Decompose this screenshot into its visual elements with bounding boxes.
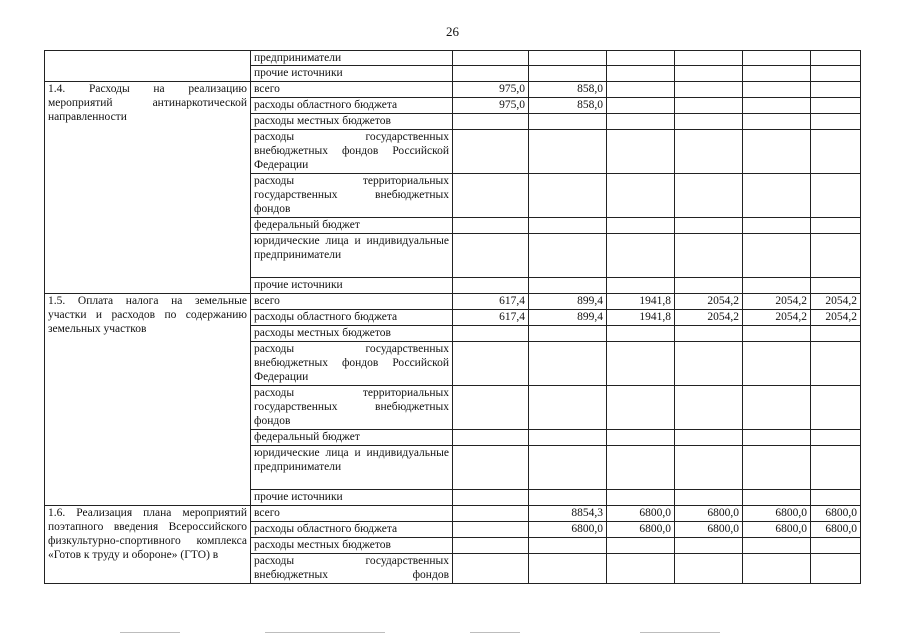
value-cell (811, 430, 861, 446)
funding-source-cell: федеральный бюджет (251, 430, 453, 446)
value-cell (607, 174, 675, 218)
value-cell (453, 342, 529, 386)
value-cell (743, 82, 811, 98)
value-cell (529, 430, 607, 446)
value-cell (453, 326, 529, 342)
value-cell: 6800,0 (811, 522, 861, 538)
value-cell (675, 278, 743, 294)
value-cell: 6800,0 (743, 506, 811, 522)
value-cell (811, 130, 861, 174)
funding-source-cell: расходы государственных внебюджетных фондов (251, 554, 453, 584)
measure-name-cell: 1.4. Расходы на реализацию мероприятий антинаркотической направленности (45, 82, 251, 294)
value-cell (811, 218, 861, 234)
funding-source-cell: всего (251, 506, 453, 522)
value-cell (743, 114, 811, 130)
value-cell (743, 234, 811, 278)
value-cell (607, 98, 675, 114)
value-cell (811, 538, 861, 554)
value-cell (743, 446, 811, 490)
value-cell (743, 430, 811, 446)
value-cell (529, 386, 607, 430)
funding-source-cell: расходы государственных внебюджетных фондов Российской Федерации (251, 130, 453, 174)
value-cell (675, 386, 743, 430)
value-cell: 899,4 (529, 310, 607, 326)
value-cell (743, 326, 811, 342)
scan-artifact-line (265, 632, 385, 633)
value-cell (529, 490, 607, 506)
value-cell (675, 98, 743, 114)
value-cell (453, 278, 529, 294)
funding-source-cell: расходы государственных внебюджетных фондов Российской Федерации (251, 342, 453, 386)
table-row (45, 506, 861, 522)
value-cell (811, 234, 861, 278)
value-cell: 858,0 (529, 98, 607, 114)
value-cell (743, 174, 811, 218)
value-cell (743, 51, 811, 66)
table-row (45, 82, 861, 98)
value-cell (453, 114, 529, 130)
value-cell (743, 386, 811, 430)
value-cell (607, 130, 675, 174)
value-cell (607, 114, 675, 130)
value-cell: 2054,2 (811, 294, 861, 310)
value-cell (529, 342, 607, 386)
value-cell (743, 218, 811, 234)
value-cell (453, 490, 529, 506)
value-cell (453, 430, 529, 446)
funding-source-cell: расходы местных бюджетов (251, 538, 453, 554)
funding-source-cell: расходы областного бюджета (251, 98, 453, 114)
scan-artifact-line (470, 632, 520, 633)
funding-source-cell: юридические лица и индивидуальные предприниматели (251, 446, 453, 490)
value-cell: 975,0 (453, 98, 529, 114)
value-cell (811, 114, 861, 130)
value-cell (607, 446, 675, 490)
value-cell (743, 554, 811, 584)
value-cell (607, 386, 675, 430)
value-cell (675, 234, 743, 278)
value-cell (453, 538, 529, 554)
value-cell (607, 218, 675, 234)
scan-artifact-line (640, 632, 720, 633)
value-cell (607, 66, 675, 82)
value-cell (743, 130, 811, 174)
value-cell: 6800,0 (675, 522, 743, 538)
value-cell (811, 82, 861, 98)
value-cell (811, 51, 861, 66)
table-row (45, 51, 861, 66)
value-cell (529, 278, 607, 294)
value-cell (743, 538, 811, 554)
value-cell (675, 130, 743, 174)
value-cell (675, 430, 743, 446)
value-cell (529, 66, 607, 82)
value-cell (453, 218, 529, 234)
value-cell (607, 278, 675, 294)
value-cell (675, 66, 743, 82)
value-cell (453, 234, 529, 278)
value-cell (529, 326, 607, 342)
value-cell: 2054,2 (811, 310, 861, 326)
funding-source-cell: расходы местных бюджетов (251, 326, 453, 342)
value-cell: 6800,0 (607, 522, 675, 538)
value-cell (607, 326, 675, 342)
value-cell (675, 218, 743, 234)
value-cell (811, 98, 861, 114)
value-cell (811, 342, 861, 386)
value-cell: 1941,8 (607, 310, 675, 326)
value-cell: 6800,0 (743, 522, 811, 538)
value-cell (607, 554, 675, 584)
value-cell (675, 114, 743, 130)
budget-table (44, 50, 861, 584)
value-cell (743, 98, 811, 114)
value-cell (743, 66, 811, 82)
value-cell (607, 490, 675, 506)
value-cell (811, 278, 861, 294)
value-cell: 975,0 (453, 82, 529, 98)
value-cell (453, 174, 529, 218)
value-cell (607, 234, 675, 278)
value-cell (675, 326, 743, 342)
value-cell (529, 234, 607, 278)
value-cell: 6800,0 (607, 506, 675, 522)
value-cell: 899,4 (529, 294, 607, 310)
value-cell: 6800,0 (675, 506, 743, 522)
scan-artifact-line (120, 632, 180, 633)
value-cell (607, 82, 675, 98)
value-cell (811, 386, 861, 430)
value-cell: 858,0 (529, 82, 607, 98)
value-cell (453, 66, 529, 82)
funding-source-cell: предприниматели (251, 51, 453, 66)
value-cell (453, 130, 529, 174)
value-cell (453, 51, 529, 66)
measure-name-cell: 1.6. Реализация плана мероприятий поэтапного введения Всероссийского физкультурно-спортивного комплекса «Готов к труду и обороне» (ГТО) в (45, 506, 251, 584)
value-cell (811, 174, 861, 218)
value-cell (743, 342, 811, 386)
value-cell (529, 446, 607, 490)
funding-source-cell: прочие источники (251, 490, 453, 506)
funding-source-cell: всего (251, 294, 453, 310)
value-cell (607, 342, 675, 386)
value-cell (453, 446, 529, 490)
value-cell (607, 430, 675, 446)
value-cell: 2054,2 (675, 310, 743, 326)
value-cell (675, 446, 743, 490)
funding-source-cell: расходы территориальных государственных внебюджетных фондов (251, 386, 453, 430)
value-cell (675, 554, 743, 584)
value-cell (675, 174, 743, 218)
value-cell (453, 522, 529, 538)
value-cell (529, 538, 607, 554)
value-cell (675, 342, 743, 386)
measure-name-cell: 1.5. Оплата налога на земельные участки и расходов по содержанию земельных участков (45, 294, 251, 506)
value-cell (529, 130, 607, 174)
value-cell (529, 114, 607, 130)
funding-source-cell: расходы территориальных государственных внебюджетных фондов (251, 174, 453, 218)
value-cell: 617,4 (453, 310, 529, 326)
value-cell (675, 82, 743, 98)
value-cell (743, 490, 811, 506)
value-cell (607, 51, 675, 66)
funding-source-cell: расходы областного бюджета (251, 522, 453, 538)
value-cell (811, 66, 861, 82)
value-cell (529, 51, 607, 66)
funding-source-cell: прочие источники (251, 278, 453, 294)
value-cell (811, 446, 861, 490)
funding-source-cell: федеральный бюджет (251, 218, 453, 234)
value-cell: 8854,3 (529, 506, 607, 522)
value-cell (743, 278, 811, 294)
value-cell: 1941,8 (607, 294, 675, 310)
value-cell: 6800,0 (529, 522, 607, 538)
funding-source-cell: расходы местных бюджетов (251, 114, 453, 130)
value-cell: 2054,2 (743, 310, 811, 326)
value-cell (811, 490, 861, 506)
funding-source-cell: всего (251, 82, 453, 98)
value-cell (675, 490, 743, 506)
value-cell (529, 554, 607, 584)
funding-source-cell: юридические лица и индивидуальные предприниматели (251, 234, 453, 278)
value-cell: 6800,0 (811, 506, 861, 522)
value-cell (453, 506, 529, 522)
value-cell (675, 538, 743, 554)
measure-name-cell (45, 51, 251, 82)
value-cell (607, 538, 675, 554)
funding-source-cell: прочие источники (251, 66, 453, 82)
page-number: 26 (446, 24, 459, 39)
value-cell (529, 174, 607, 218)
value-cell (529, 218, 607, 234)
value-cell (453, 554, 529, 584)
table-row (45, 294, 861, 310)
value-cell: 2054,2 (675, 294, 743, 310)
value-cell (811, 326, 861, 342)
value-cell (453, 386, 529, 430)
funding-source-cell: расходы областного бюджета (251, 310, 453, 326)
value-cell: 2054,2 (743, 294, 811, 310)
value-cell (675, 51, 743, 66)
value-cell (811, 554, 861, 584)
value-cell: 617,4 (453, 294, 529, 310)
